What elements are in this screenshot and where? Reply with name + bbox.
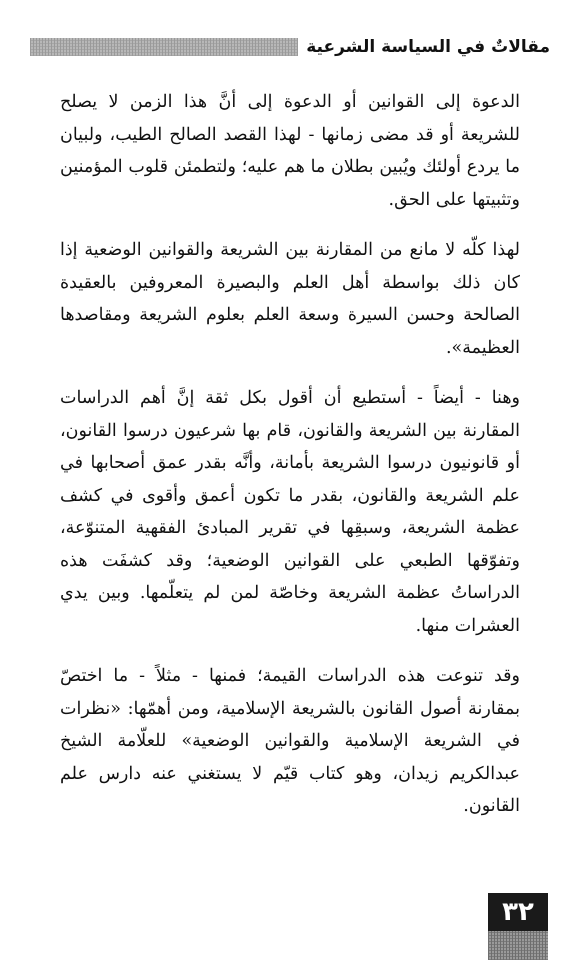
page-number-box xyxy=(488,893,548,960)
running-header-title: مقالاتٌ في السياسة الشرعية xyxy=(306,37,550,57)
paragraph: لهذا كلّه لا مانع من المقارنة بين الشريعة والقوانين الوضعية إذا كان ذلك بواسطة أهل العلم والبصيرة المعروفين بالعقيدة الصالحة وحسن السيرة وسعة العلم بعلوم الشريعة ومقاصدها العظيمة». xyxy=(60,240,521,358)
running-header xyxy=(30,34,550,60)
body-text xyxy=(60,86,520,841)
page-number: ٣٢ xyxy=(502,897,534,927)
paragraph: الدعوة إلى القوانين أو الدعوة إلى أنَّ هذا الزمن لا يصلح للشريعة أو قد مضى زمانها - لهذا القصد الصالح الطيب، ولبيان ما يردع أولئك ويُبين بطلان ما هم عليه؛ ولتطمئن قلوب المؤمنين وتثبيتها على الحق. xyxy=(60,92,520,210)
page-number-decorative-pattern xyxy=(488,931,548,960)
paragraph: وقد تنوعت هذه الدراسات القيمة؛ فمنها - مثلاً - ما اختصّ بمقارنة أصول القانون بالشريعة الإسلامية، ومن أهمّها: «نظرات في الشريعة الإسلامية والقوانين الوضعية» للعلّامة الشيخ عبدالكريم زيدان، وهو كتاب قيّم لا يستغني عنه دارس علم القانون. xyxy=(60,666,520,816)
paragraph: وهنا - أيضاً - أستطيع أن أقول بكل ثقة إنَّ أهم الدراسات المقارنة بين الشريعة والقانون، قام بها شرعيون درسوا القانون، أو قانونيون درسوا الشريعة بأمانة، وأنَّه بقدر عمق أصحابها في علم الشريعة والقانون، بقدر ما تكون أعمق وأقوى في كشف عظمة الشريعة، وسبقِها في تقرير المبادئ الفقهية المتنوّعة، وتفوّقها الطبعي على القوانين الوضعية؛ وقد كشفَت هذه الدراساتُ عظمة الشريعة وخاصّة لمن لم يتعلّمها. وبين يدي العشرات منها. xyxy=(60,388,520,636)
header-decorative-band xyxy=(30,38,298,56)
